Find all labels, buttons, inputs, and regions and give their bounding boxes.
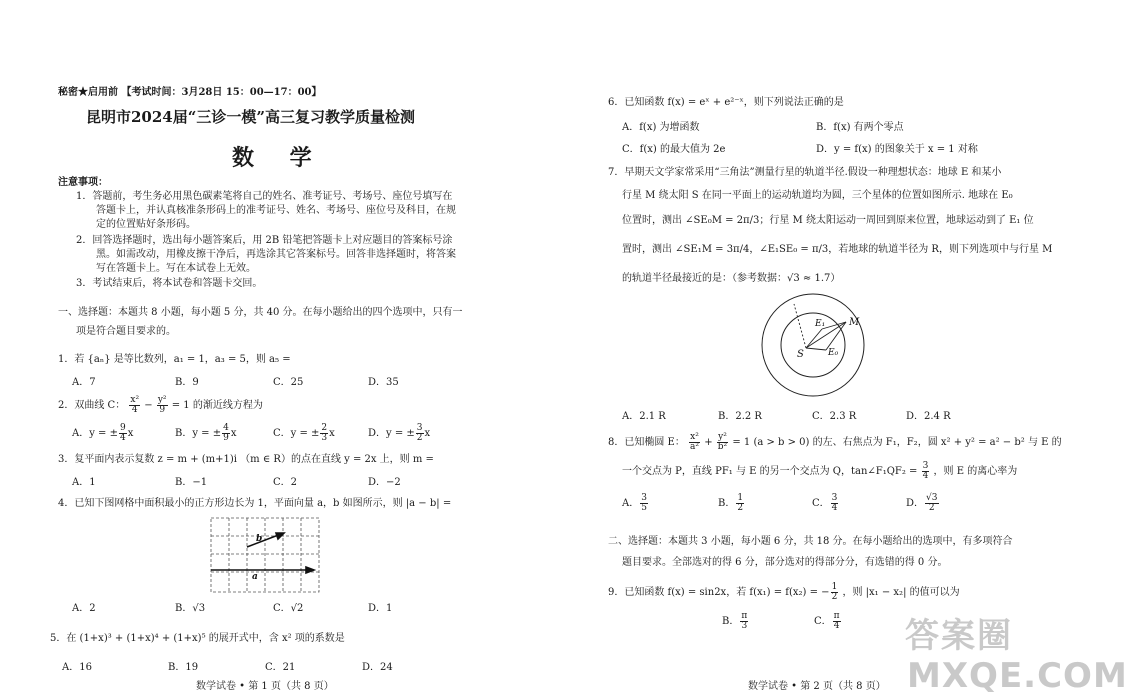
orbit-svg <box>754 292 872 398</box>
q8-option-c: C． $\frac{3}{4}$ <box>812 493 838 513</box>
q8-fraction-x: $\frac{\text{x²}}{\text{a²}}$ <box>690 432 700 452</box>
note-line: 2．回答选择题时，选出每小题答案后，用 2B 铅笔把答题卡上对应题目的答案标号涂 <box>76 235 453 246</box>
q1-option-b: B．9 <box>175 377 199 388</box>
inner-orbit <box>781 313 845 377</box>
q2-prefix: 2．双曲线 C： <box>58 400 126 411</box>
section1-instruction: 项是符合题目要求的。 <box>76 326 176 337</box>
vector-grid-svg <box>210 517 320 593</box>
q9-option-b: B． $\frac{\pi}{3}$ <box>722 611 748 631</box>
q6-option-d: D．y = f(x) 的图象关于 x = 1 对称 <box>816 144 978 155</box>
note-line: 写在答题卡上。写在本试卷上无效。 <box>96 263 256 274</box>
subject-title: 数 学 <box>232 145 326 171</box>
q1-option-a: A．7 <box>72 377 96 388</box>
watermark-line-2: MXQE.COM <box>907 656 1128 696</box>
question-1: 1．若 {aₙ} 是等比数列，a₁ = 1，a₃ = 5，则 a₅ = <box>58 354 291 365</box>
question-6: 6．已知函数 f(x) = eˣ + e²⁻ˣ，则下列说法正确的是 <box>608 97 844 108</box>
q4-option-d: D．1 <box>368 603 393 614</box>
outer-orbit <box>762 294 864 396</box>
section2-instruction: 题目要求。全部选对的得 6 分，部分选对的得部分分，有选错的得 0 分。 <box>622 557 948 568</box>
exam-title: 昆明市2024届“三诊一模”高三复习教学质量检测 <box>86 108 416 126</box>
q7-option-d: D．2.4 R <box>906 411 951 422</box>
page-2-footer: 数学试卷 • 第 2 页（共 8 页） <box>748 681 886 692</box>
q7-option-b: B．2.2 R <box>718 411 762 422</box>
q5-option-d: D．24 <box>362 662 393 673</box>
q6-option-b: B．f(x) 有两个零点 <box>816 122 904 133</box>
q3-option-d: D．−2 <box>368 477 401 488</box>
q3-option-b: B．−1 <box>175 477 208 488</box>
question-8: 8．已知椭圆 E： $\frac{\text{x²}}{\text{a²}}$ + $\frac{\text{y²}}{\text{b²}}$ = 1 (a > b > 0) 的左、右焦点为 F₁，F₂，圆 x² + y² = a² − b² 与 E 的 <box>608 432 1062 452</box>
note-line: 定的位置贴好条形码。 <box>96 219 196 230</box>
q5-option-c: C．21 <box>265 662 296 673</box>
note-line: 1．答题前，考生务必用黑色碳素笔将自己的姓名、准考证号、考场号、座位号填写在 <box>76 191 453 202</box>
q3-option-c: C．2 <box>273 477 298 488</box>
q2-option-d: D．y = ± $\frac{3}{2}$ x <box>368 423 431 443</box>
q8-fraction-y: $\frac{\text{y²}}{\text{b²}}$ <box>717 432 728 452</box>
note-line: 黑。如需改动，用橡皮擦干净后，再选涂其它答案标号。回答非选择题时，将答案 <box>96 249 456 260</box>
q6-option-a: A．f(x) 为增函数 <box>622 122 700 133</box>
section1-instruction: 一、选择题：本题共 8 小题，每小题 5 分，共 40 分。在每小题给出的四个选项中，只有一 <box>58 307 463 318</box>
q8-option-b: B． $\frac{1}{2}$ <box>718 493 744 513</box>
vector-b-label: b <box>256 534 263 544</box>
orbit-diagram <box>754 292 872 398</box>
q5-option-b: B．19 <box>168 662 199 673</box>
q4-option-b: B．√3 <box>175 603 206 614</box>
question-5: 5．在 (1+x)³ + (1+x)⁴ + (1+x)⁵ 的展开式中，含 x² 项的系数是 <box>50 633 345 644</box>
section2-instruction: 二、选择题：本题共 3 小题，每小题 6 分，共 18 分。在每小题给出的选项中，有多项符合 <box>608 536 1013 547</box>
q6-option-c: C．f(x) 的最大值为 2e <box>622 144 726 155</box>
page-1-footer: 数学试卷 • 第 1 页（共 8 页） <box>196 681 334 692</box>
label-planet-m: M <box>849 317 860 328</box>
watermark-line-1: 答案圈 <box>905 616 1013 656</box>
q2-fraction-y: $\frac{\text{y²}}{9}$ <box>157 395 167 415</box>
vector-a-label: a <box>252 572 258 582</box>
q5-option-a: A．16 <box>62 662 92 673</box>
q9-option-c: C． $\frac{\pi}{4}$ <box>814 611 840 631</box>
question-7-line: 的轨道半径最接近的是：（参考数据：√3 ≈ 1.7） <box>622 273 841 284</box>
q8-option-a: A． $\frac{3}{5}$ <box>622 493 647 513</box>
label-e1: E₁ <box>815 319 826 329</box>
question-7-line: 7．早期天文学家常采用“三角法”测量行星的轨道半径.假设一种理想状态：地球 E 和某小 <box>608 167 1002 178</box>
q2-option-a: A．y = ± $\frac{9}{4}$ x <box>72 423 134 443</box>
q4-option-a: A．2 <box>72 603 96 614</box>
q1-option-c: C．25 <box>273 377 304 388</box>
question-3: 3．复平面内表示复数 z = m + (m+1)i （m ∈ R）的点在直线 y = 2x 上，则 m = <box>58 454 434 465</box>
note-line: 3．考试结束后，将本试卷和答题卡交回。 <box>76 278 263 289</box>
notes-heading: 注意事项： <box>58 177 108 188</box>
q2-option-c: C．y = ± $\frac{2}{3}$ x <box>273 423 335 443</box>
label-sun: S <box>797 349 804 360</box>
question-7-line: 置时，测出 ∠SE₁M = 3π/4，∠E₁SE₀ = π/3，若地球的轨道半径为 R，则下列选项中与行星 M <box>622 244 1053 255</box>
question-8-line2: 一个交点为 P，直线 PF₁ 与 E 的另一个交点为 Q，tan∠F₁QF₂ = $\frac{3}{4}$ ，则 E 的离心率为 <box>622 461 1018 481</box>
q4-option-c: C．√2 <box>273 603 304 614</box>
q3-option-a: A．1 <box>72 477 96 488</box>
q1-option-d: D．35 <box>368 377 399 388</box>
q2-fraction-x: $\frac{\text{x²}}{4}$ <box>130 395 140 415</box>
label-e0: E₀ <box>828 348 839 358</box>
q2-suffix: = 1 的渐近线方程为 <box>171 400 263 411</box>
q8-option-d: D． $\frac{√3}{2}$ <box>906 493 938 513</box>
vector-grid-figure <box>210 517 320 593</box>
confidential-header: 秘密★启用前 【考试时间：3月28日 15：00—17：00】 <box>58 87 322 98</box>
q2-option-b: B．y = ± $\frac{4}{9}$ x <box>175 423 237 443</box>
q7-option-c: C．2.3 R <box>812 411 857 422</box>
note-line: 答题卡上，并认真核准条形码上的准考证号、姓名、考场号、座位号及科目，在规 <box>96 205 456 216</box>
question-7-line: 位置时，测出 ∠SE₀M = 2π/3；行星 M 绕太阳运动一周回到原来位置，地球运动到了 E₁ 位 <box>622 215 1034 226</box>
question-2: 2．双曲线 C： $\frac{\text{x²}}{4}$ − $\frac{\text{y²}}{9}$ = 1 的渐近线方程为 <box>58 395 263 415</box>
q7-option-a: A．2.1 R <box>622 411 666 422</box>
question-4: 4．已知下图网格中面积最小的正方形边长为 1，平面向量 a，b 如图所示，则 |a − b| = <box>58 498 452 509</box>
question-7-line: 行星 M 绕太阳 S 在同一平面上的运动轨道均为圆，三个星体的位置如图所示. 地球在 E₀ <box>622 190 1013 201</box>
site-watermark <box>905 608 1128 698</box>
question-9: 9．已知函数 f(x) = sin2x，若 f(x₁) = f(x₂) = − $\frac{1}{2}$ ，则 |x₁ − x₂| 的值可以为 <box>608 582 960 602</box>
